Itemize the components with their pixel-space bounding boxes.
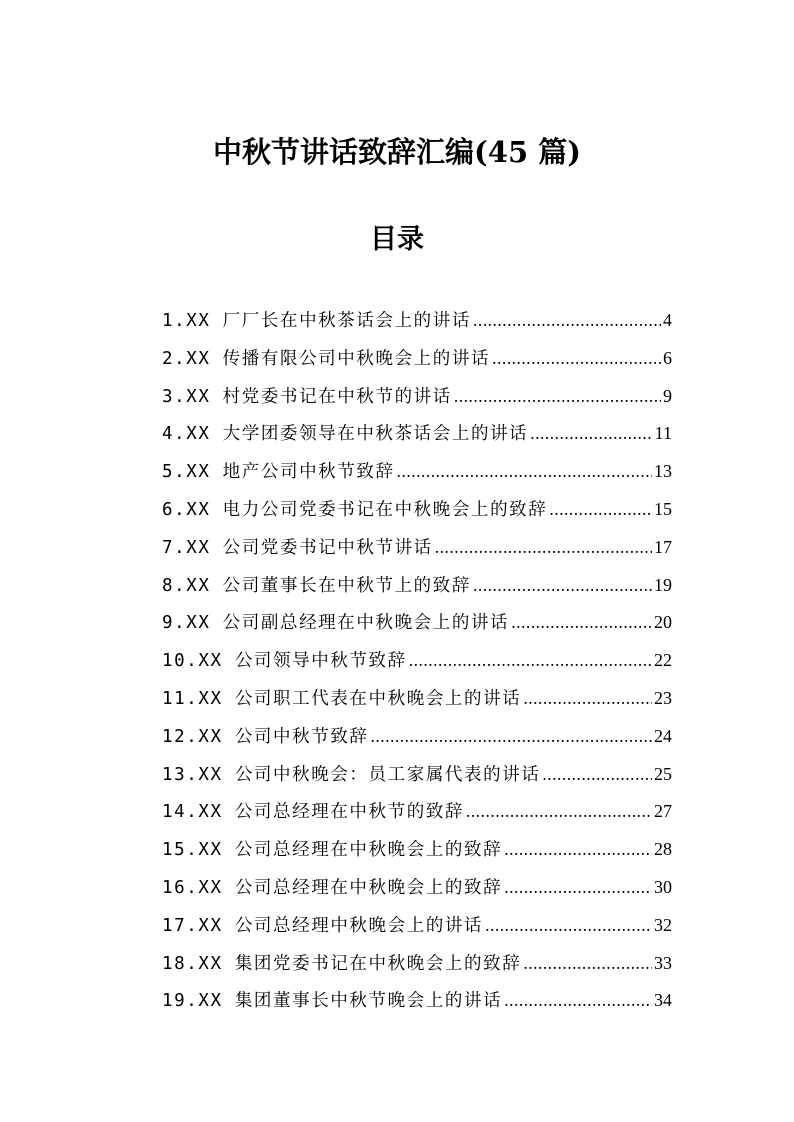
toc-page-number: 9 <box>663 385 672 406</box>
toc-entry[interactable] <box>162 302 672 340</box>
toc-entry-title: 7.XX 公司党委书记中秋节讲话 <box>162 537 433 558</box>
toc-dot-leader <box>371 718 652 756</box>
toc-dot-leader <box>549 491 652 529</box>
toc-entry-title: 15.XX 公司总经理在中秋晚会上的致辞 <box>162 840 503 861</box>
toc-entry[interactable] <box>162 604 672 642</box>
toc-entry-title: 17.XX 公司总经理中秋晚会上的讲话 <box>162 915 484 936</box>
toc-page-number: 22 <box>654 650 672 671</box>
toc-entry[interactable] <box>162 415 672 453</box>
toc-page-number: 4 <box>663 310 672 330</box>
toc-entry-title: 19.XX 集团董事长中秋节晚会上的讲话 <box>162 991 503 1012</box>
toc-entry-title: 6.XX 电力公司党委书记在中秋晚会上的致辞 <box>162 499 548 520</box>
toc-entry-title: 13.XX 公司中秋晚会：员工家属代表的讲话 <box>162 764 541 785</box>
toc-dot-leader <box>485 907 652 945</box>
toc-page-number: 34 <box>654 990 672 1011</box>
toc-entry[interactable] <box>162 680 672 718</box>
toc-entry[interactable] <box>162 453 672 491</box>
toc-entry-title: 11.XX 公司职工代表在中秋晚会上的讲话 <box>162 688 522 709</box>
toc-entry[interactable] <box>162 756 672 794</box>
toc-entry-title: 3.XX 村党委书记在中秋节的讲话 <box>162 386 452 407</box>
toc-entry[interactable] <box>162 982 672 1020</box>
toc-dot-leader <box>473 302 661 340</box>
toc-page-number: 13 <box>654 461 672 482</box>
toc-page-number: 28 <box>654 839 672 860</box>
toc-page-number: 30 <box>654 876 672 897</box>
toc-entry[interactable] <box>162 945 672 983</box>
toc-dot-leader <box>504 831 652 869</box>
toc-dot-leader <box>523 680 652 718</box>
toc-dot-leader <box>435 529 652 567</box>
toc-page-number: 20 <box>654 612 672 633</box>
toc-dot-leader <box>542 756 652 794</box>
toc-entry[interactable] <box>162 340 672 378</box>
document-title: 中秋节讲话致辞汇编(45 篇) <box>213 135 581 169</box>
toc-entry[interactable] <box>162 567 672 605</box>
toc-dot-leader <box>504 982 652 1020</box>
toc-dot-leader <box>523 945 652 983</box>
toc-page-number: 32 <box>654 914 672 935</box>
toc-entry-title: 10.XX 公司领导中秋节致辞 <box>162 651 407 672</box>
toc-dot-leader <box>454 378 661 416</box>
toc-entry-title: 1.XX 厂厂长在中秋茶话会上的讲话 <box>162 311 471 331</box>
toc-dot-leader <box>492 340 661 378</box>
toc-page-number: 6 <box>663 347 672 368</box>
toc-entry-title: 18.XX 集团党委书记在中秋晚会上的致辞 <box>162 953 522 974</box>
toc-dot-leader <box>397 453 652 491</box>
toc-entry-title: 9.XX 公司副总经理在中秋晚会上的讲话 <box>162 613 510 634</box>
toc-entry[interactable] <box>162 869 672 907</box>
toc-page-number: 17 <box>654 536 672 557</box>
toc-entry[interactable] <box>162 642 672 680</box>
toc-entry[interactable] <box>162 831 672 869</box>
toc-entry-title: 2.XX 传播有限公司中秋晚会上的讲话 <box>162 348 491 369</box>
toc-page-number: 27 <box>654 801 672 822</box>
toc-page-number: 11 <box>654 423 672 444</box>
toc-entry[interactable] <box>162 378 672 416</box>
toc-page-number: 24 <box>654 725 672 746</box>
toc-dot-leader <box>409 642 652 680</box>
toc-entry-title: 16.XX 公司总经理在中秋晚会上的致辞 <box>162 877 503 898</box>
toc-entry-title: 5.XX 地产公司中秋节致辞 <box>162 462 395 483</box>
toc-entry-title: 4.XX 大学团委领导在中秋茶话会上的讲话 <box>162 424 529 445</box>
toc-dot-leader <box>466 793 652 831</box>
toc-dot-leader <box>504 869 652 907</box>
toc-entry[interactable] <box>162 907 672 945</box>
toc-page-number: 25 <box>654 763 672 784</box>
toc-entry[interactable] <box>162 793 672 831</box>
toc-entry[interactable] <box>162 491 672 529</box>
toc-dot-leader <box>530 415 652 453</box>
toc-dot-leader <box>473 567 652 605</box>
toc-entry-title: 8.XX 公司董事长在中秋节上的致辞 <box>162 575 471 596</box>
toc-page-number: 19 <box>654 574 672 595</box>
table-of-contents <box>162 302 672 1020</box>
toc-page-number: 15 <box>654 498 672 519</box>
toc-entry[interactable] <box>162 529 672 567</box>
toc-dot-leader <box>511 604 652 642</box>
toc-entry-title: 14.XX 公司总经理在中秋节的致辞 <box>162 802 465 823</box>
toc-page-number: 33 <box>654 952 672 973</box>
toc-entry[interactable] <box>162 718 672 756</box>
toc-page-number: 23 <box>654 687 672 708</box>
toc-entry-title: 12.XX 公司中秋节致辞 <box>162 726 369 747</box>
toc-heading: 目录 <box>370 224 424 255</box>
